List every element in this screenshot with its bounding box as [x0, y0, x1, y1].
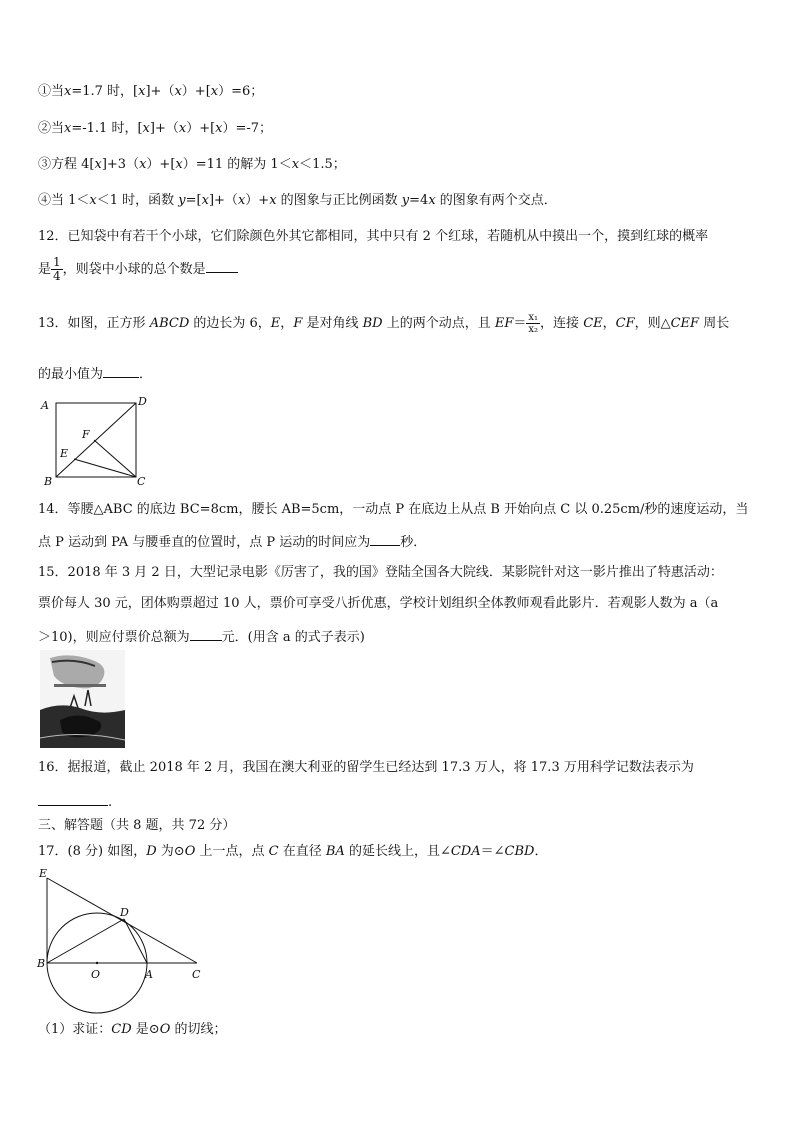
q14-answer-blank[interactable] — [370, 532, 400, 546]
label-o: O — [91, 968, 101, 981]
q14-line2: 点 P 运动到 PA 与腰垂直的位置时，点 P 运动的时间应为 秒． — [38, 532, 426, 551]
q13-fraction: $\frac{\text{x₁}}{\text{x₂}}$ — [528, 312, 539, 335]
label-d: D — [120, 906, 129, 919]
center-point — [96, 962, 98, 964]
q12-answer-blank[interactable] — [206, 259, 238, 273]
label-a: A — [41, 399, 49, 412]
label-b: B — [44, 475, 53, 487]
movie-poster-image — [40, 650, 125, 748]
line-da — [124, 919, 147, 963]
q15-line2: 票价每人 30 元，团体购票超过 10 人，票价可享受八折优惠，学校计划组织全体教师观看此影片．若观影人数为 a（a — [38, 596, 719, 611]
q16-answer-blank[interactable] — [38, 792, 108, 806]
q15-line3: ＞10)，则应付票价总额为 元．(用含 a 的式子表示) — [38, 627, 365, 646]
q12-fraction: $\frac{1}{4}$ — [53, 255, 61, 284]
line-bd — [47, 919, 124, 963]
q15-answer-blank[interactable] — [190, 627, 222, 641]
label-e: E — [60, 447, 69, 460]
q12-line1: 12．已知袋中有若干个小球，它们除颜色外其它都相同，其中只有 2 个红球，若随机从中摸出一个，摸到红球的概率 — [38, 229, 709, 244]
q13-answer-blank[interactable] — [103, 364, 139, 378]
q17-sub1: （1）求证：CD 是⊙O 的切线； — [38, 1022, 227, 1037]
q17-circle-figure — [34, 866, 214, 1014]
q15-line1: 15．2018 年 3 月 2 日，大型记录电影《厉害了，我的国》登陆全国各大院线．某影院针对这一影片推出了特惠活动： — [38, 565, 723, 580]
label-d: D — [138, 395, 147, 408]
section-heading: 三、解答题（共 8 题，共 72 分） — [38, 818, 236, 833]
statement-2: ②当x=-1.1 时，[x]+（x）+[x）=-7； — [38, 121, 273, 136]
q13-line2: 的最小值为 ． — [38, 364, 152, 383]
q17-line1: 17．(8 分) 如图，D 为⊙O 上一点，点 C 在直径 BA 的延长线上，且∠CDA＝∠CBD． — [38, 844, 548, 859]
q14-line1: 14．等腰△ABC 的底边 BC=8cm，腰长 AB=5cm，一动点 P 在底边上从点 B 开始向点 C 以 0.25cm/秒的速度运动，当 — [38, 502, 749, 517]
q16-line1: 16．据报道，截止 2018 年 2 月，我国在澳大利亚的留学生已经达到 17.3 万人，将 17.3 万用科学记数法表示为 — [38, 760, 694, 775]
q16-line2: . — [38, 792, 112, 811]
statement-1: ①当x=1.7 时，[x]+（x）+[x）=6； — [38, 84, 264, 99]
segment-cf — [94, 440, 136, 477]
statement-4: ④当 1＜x＜1 时，函数 y=[x]+（x）+x 的图象与正比例函数 y=4x 的图象有两个交点． — [38, 193, 557, 208]
label-c: C — [137, 475, 146, 487]
label-c: C — [192, 968, 201, 981]
segment-ce — [74, 459, 136, 477]
label-f: F — [82, 428, 90, 441]
label-b: B — [37, 957, 46, 970]
label-e: E — [39, 867, 48, 880]
q13-square-figure — [38, 395, 148, 487]
statement-3: ③方程 4[x]+3（x）+[x）=11 的解为 1＜x＜1.5； — [38, 157, 346, 172]
label-a: A — [145, 968, 153, 981]
q12-line2: 是 $\frac{1}{4}$ ，则袋中小球的总个数是 — [38, 256, 238, 283]
q13-line1: 13．如图，正方形 ABCD 的边长为 6，E，F 是对角线 BD 上的两个动点，且 EF＝ $\frac{\text{x₁}}{\text{x₂}}$ ，连接 CE，CF，则△CEF 周长 — [38, 312, 730, 335]
